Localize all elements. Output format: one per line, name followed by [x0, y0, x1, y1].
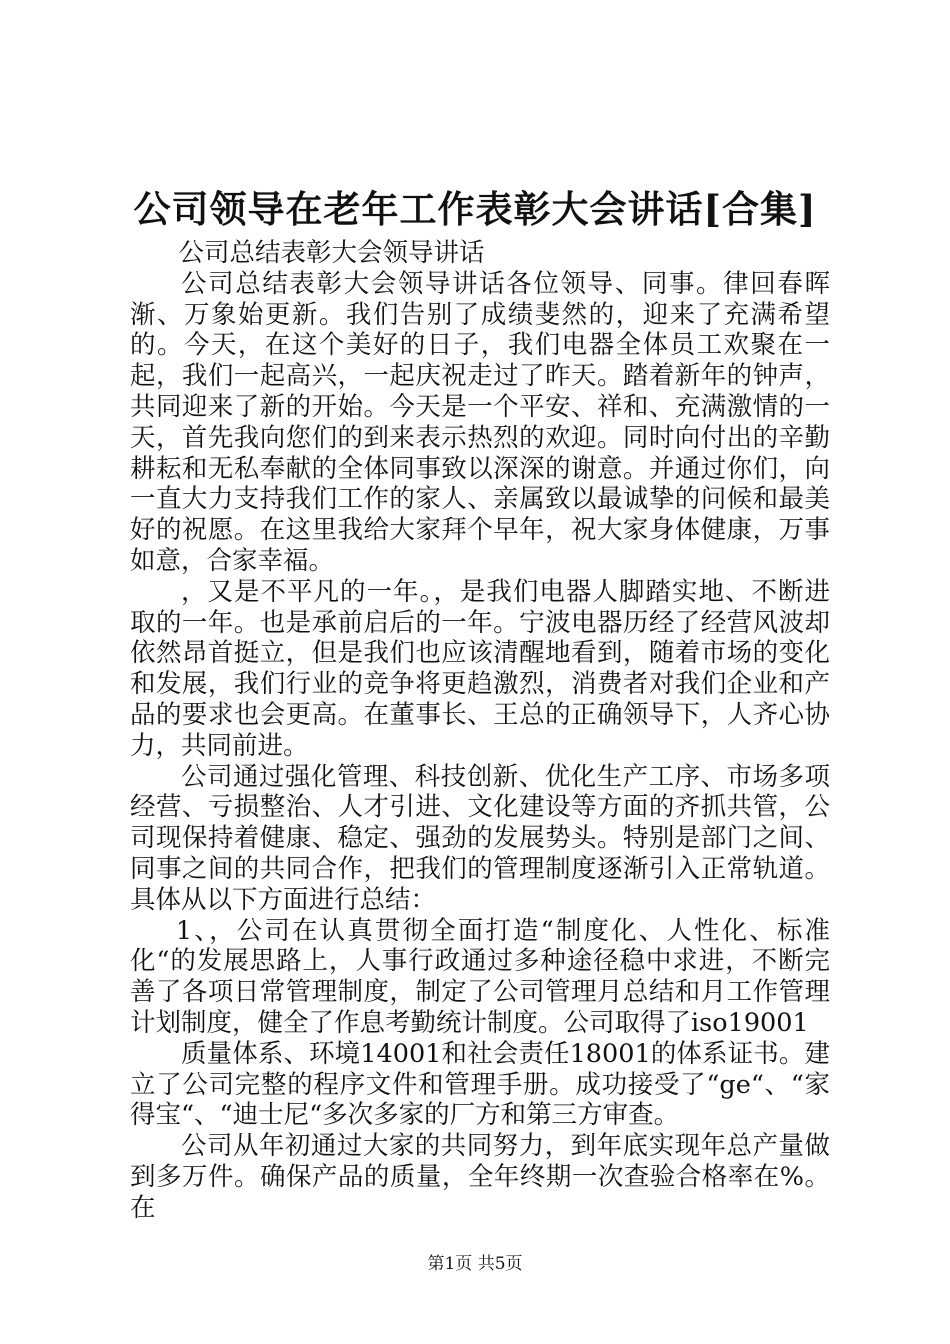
page-footer: 第1页 共5页 — [427, 1254, 523, 1274]
paragraph: 质量体系、环境14001和社会责任18001的体系证书。建立了公司完整的程序文件和管理手册。成功接受了“ge“、“家得宝“、“迪士尼“多次多家的厂方和第三方审查。 — [130, 1038, 830, 1131]
paragraph: 公司从年初通过大家的共同努力，到年底实现年总产量做到多万件。确保产品的质量，全年终期一次查验合格率在%。在 — [130, 1131, 830, 1223]
paragraph-subtitle: 公司总结表彰大会领导讲话 — [178, 238, 485, 268]
document-title: 公司领导在老年工作表彰大会讲话[合集] — [133, 187, 817, 231]
paragraph: 公司总结表彰大会领导讲话各位领导、同事。律回春晖渐、万象始更新。我们告别了成绩斐然的，迎来了充满希望的。今天，在这个美好的日子，我们电器全体员工欢聚在一起，我们一起高兴，一起庆祝走过了昨天。踏着新年的钟声，共同迎来了新的开始。今天是一个平安、祥和、充满激情的一天，首先我向您们的到来表示热烈的欢迎。同时向付出的辛勤耕耘和无私奉献的全体同事致以深深的谢意。并通过你们，向一直大力支持我们工作的家人、亲属致以最诚挚的问候和最美好的祝愿。在这里我给大家拜个早年，祝大家身体健康，万事如意，合家幸福。 — [130, 268, 830, 576]
paragraph: 公司通过强化管理、科技创新、优化生产工序、市场多项经营、亏损整治、人才引进、文化建设等方面的齐抓共管，公司现保持着健康、稳定、强劲的发展势头。特别是部门之间、同事之间的共同合作，把我们的管理制度逐渐引入正常轨道。具体从以下方面进行总结： — [130, 761, 830, 915]
paragraph: ，又是不平凡的一年。，是我们电器人脚踏实地、不断进取的一年。也是承前启后的一年。宁波电器历经了经营风波却依然昂首挺立，但是我们也应该清醒地看到，随着市场的变化和发展，我们行业的竞争将更趋激烈，消费者对我们企业和产品的要求也会更高。在董事长、王总的正确领导下，人齐心协力，共同前进。 — [130, 576, 830, 761]
paragraph-list-item: 1、，公司在认真贯彻全面打造“制度化、人性化、标准化“的发展思路上，人事行政通过多种途径稳中求进，不断完善了各项日常管理制度，制定了公司管理月总结和月工作管理计划制度，健全了作息考勤统计制度。公司取得了iso19001 — [130, 915, 830, 1038]
document-body — [130, 238, 830, 1224]
